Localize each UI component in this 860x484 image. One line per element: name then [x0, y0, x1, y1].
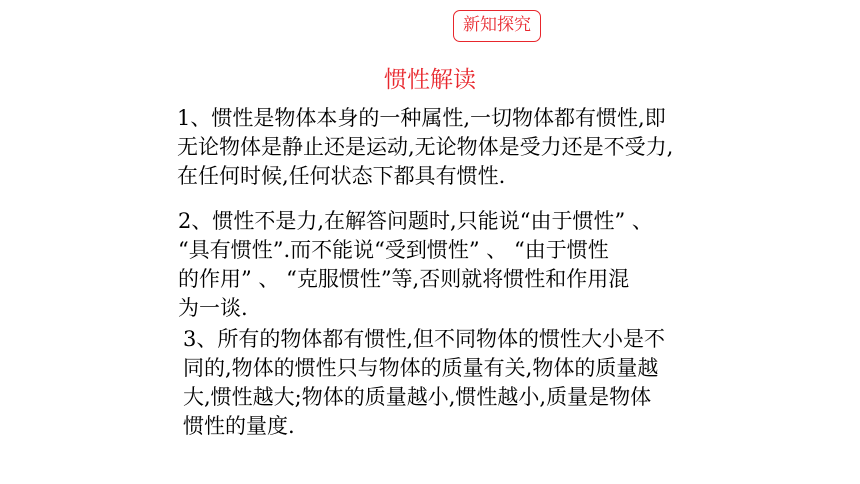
paragraph-line: 1、惯性是物体本身的一种属性,一切物体都有惯性,即	[177, 106, 666, 130]
paragraph-1	[177, 104, 673, 191]
paragraph-3	[183, 325, 665, 441]
paragraph-line: 2、惯性不是力,在解答问题时,只能说“由于惯性” 、	[178, 209, 653, 233]
paragraph-line: 大,惯性越大;物体的质量越小,惯性越小,质量是物体	[183, 385, 652, 409]
page-title: 惯性解读	[384, 67, 476, 93]
paragraph-line: 的作用” 、 “克服惯性”等,否则就将惯性和作用混	[178, 267, 630, 291]
paragraph-2	[178, 207, 653, 323]
paragraph-line: 3、所有的物体都有惯性,但不同物体的惯性大小是不	[183, 327, 666, 351]
section-badge: 新知探究	[453, 10, 541, 42]
paragraph-line: 无论物体是静止还是运动,无论物体是受力还是不受力,	[177, 135, 674, 159]
paragraph-line: 惯性的量度.	[183, 414, 295, 438]
paragraph-line: 同的,物体的惯性只与物体的质量有关,物体的质量越	[183, 356, 659, 380]
paragraph-line: “具有惯性”.而不能说“受到惯性” 、 “由于惯性	[178, 238, 609, 262]
paragraph-line: 在任何时候,任何状态下都具有惯性.	[177, 164, 506, 188]
paragraph-line: 为一谈.	[178, 296, 248, 320]
